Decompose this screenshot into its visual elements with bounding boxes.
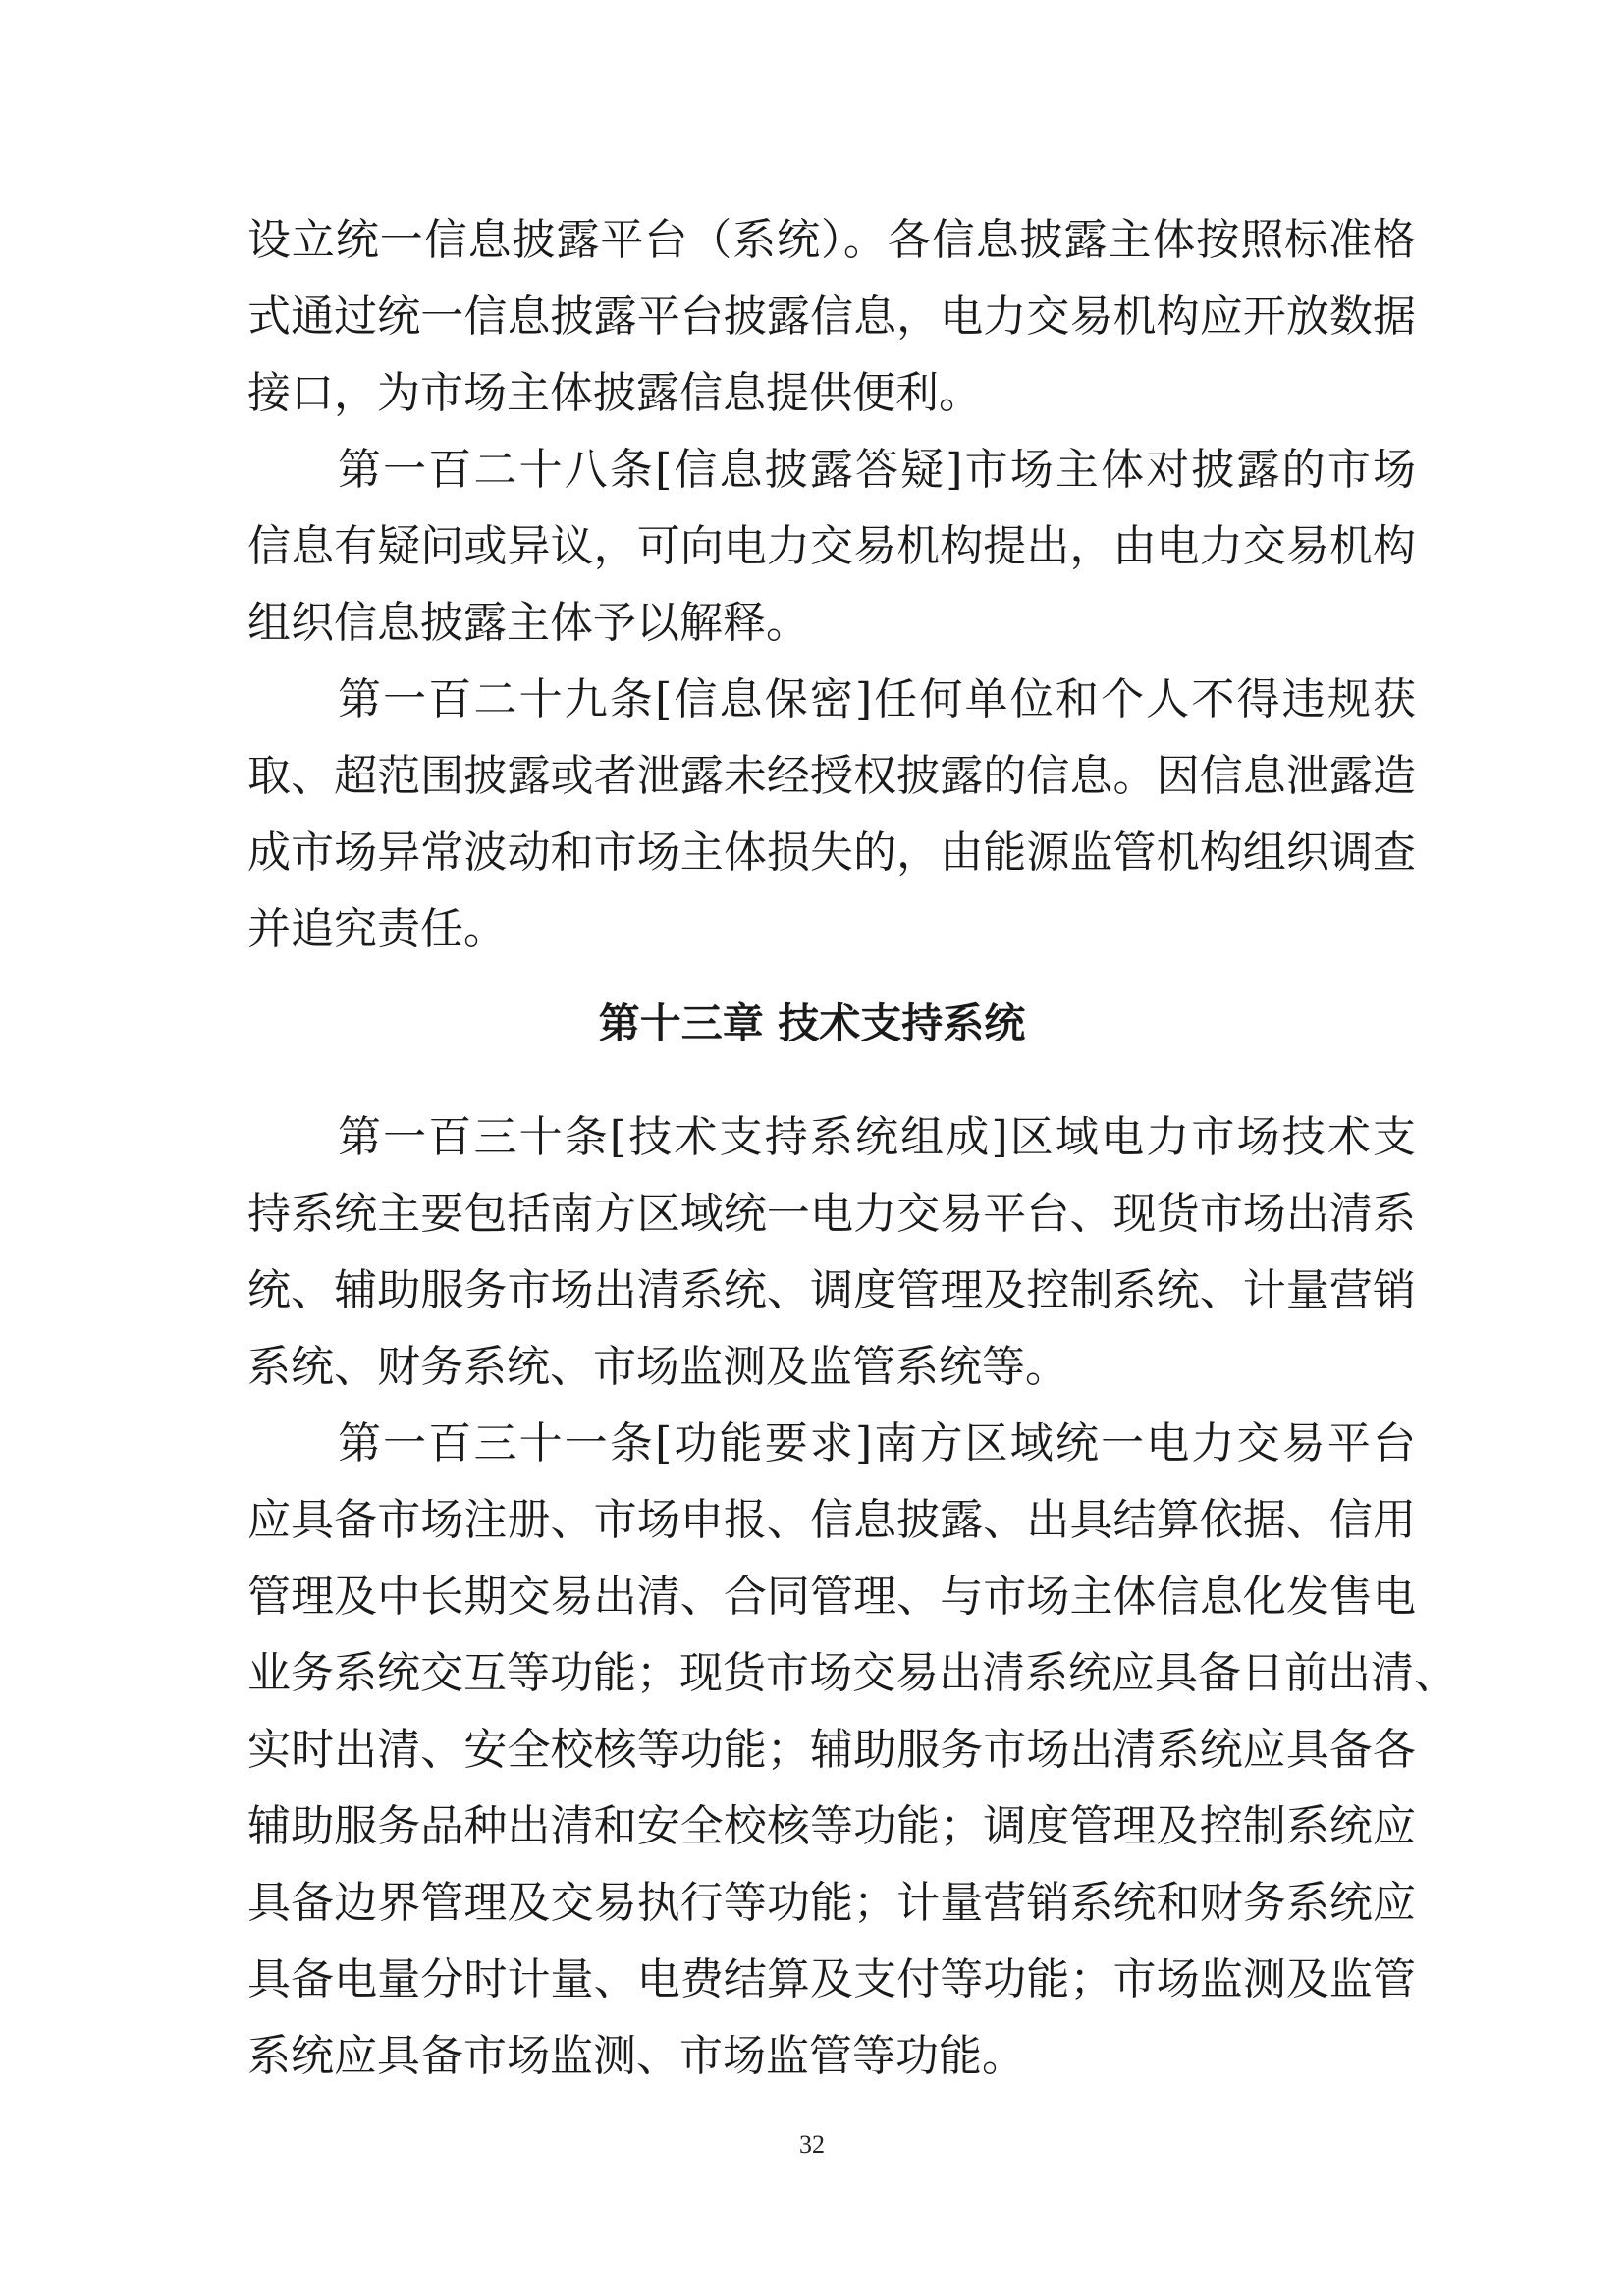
paragraph-line: 管理及中长期交易出清、合同管理、与市场主体信息化发售电 (247, 1572, 1416, 1622)
article-131-line: 第一百三十一条[功能要求]南方区域统一电力交易平台 (338, 1418, 1416, 1468)
paragraph-line: 统、辅助服务市场出清系统、调度管理及控制系统、计量营销 (247, 1265, 1416, 1315)
article-130-line: 第一百三十条[技术支持系统组成]区域电力市场技术支 (338, 1112, 1416, 1162)
paragraph-line: 应具备市场注册、市场申报、信息披露、出具结算依据、信用 (247, 1495, 1416, 1545)
paragraph-line: 辅助服务品种出清和安全校核等功能；调度管理及控制系统应 (247, 1801, 1416, 1851)
paragraph-line: 成市场异常波动和市场主体损失的，由能源监管机构组织调查 (247, 828, 1416, 878)
article-129-line: 第一百二十九条[信息保密]任何单位和个人不得违规获 (338, 674, 1416, 724)
paragraph-line: 持系统主要包括南方区域统一电力交易平台、现货市场出清系 (247, 1189, 1416, 1239)
paragraph-line: 并追究责任。 (247, 904, 507, 954)
paragraph-line: 业务系统交互等功能；现货市场交易出清系统应具备日前出清、 (247, 1648, 1457, 1698)
paragraph-line: 取、超范围披露或者泄露未经授权披露的信息。因信息泄露造 (247, 751, 1416, 801)
page-number: 32 (799, 2130, 825, 2159)
paragraph-line: 组织信息披露主体予以解释。 (247, 598, 809, 648)
paragraph-line: 实时出清、安全校核等功能；辅助服务市场出清系统应具备各 (247, 1725, 1416, 1775)
paragraph-line: 式通过统一信息披露平台披露信息，电力交易机构应开放数据 (247, 292, 1416, 342)
paragraph-line: 系统、财务系统、市场监测及监管系统等。 (247, 1342, 1068, 1392)
paragraph-line: 信息有疑问或异议，可向电力交易机构提出，由电力交易机构 (247, 521, 1416, 571)
paragraph-line: 设立统一信息披露平台（系统）。各信息披露主体按照标准格 (247, 215, 1416, 265)
chapter-heading: 第十三章 技术支持系统 (598, 999, 1026, 1047)
paragraph-line: 具备电量分时计量、电费结算及支付等功能；市场监测及监管 (247, 1954, 1416, 2004)
paragraph-line: 具备边界管理及交易执行等功能；计量营销系统和财务系统应 (247, 1878, 1416, 1928)
article-128-line: 第一百二十八条[信息披露答疑]市场主体对披露的市场 (338, 445, 1416, 495)
paragraph-line: 接口，为市场主体披露信息提供便利。 (247, 368, 982, 418)
paragraph-line: 系统应具备市场监测、市场监管等功能。 (247, 2031, 1025, 2081)
